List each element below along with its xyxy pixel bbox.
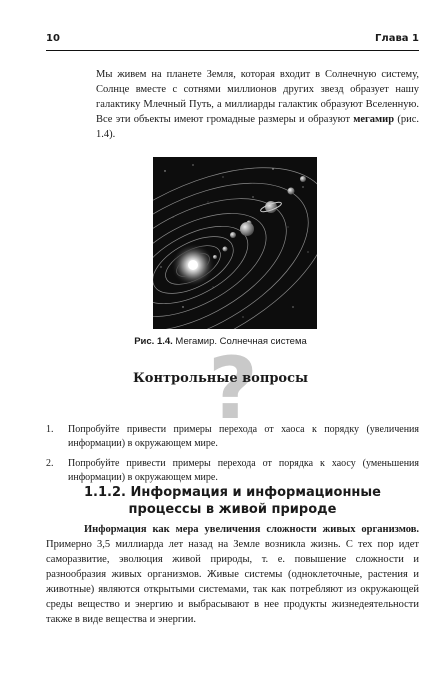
section-text: Примерно 3,5 миллиарда лет назад на Земле возникла жизнь. С тех пор идет саморазвитие, эволюция живой природы, т. е. повышение сложности и разнообразия живых организмов. Живые системы (одноклеточные, растения и животные) являются открытыми системами, так как потребляют из окружающей среды вещество и энергию и выбрасывают в нее продукты жизнедеятельности также в виде вещества и энергии.: [46, 539, 419, 625]
running-header: [46, 33, 419, 51]
solar-system-figure: [153, 157, 317, 329]
caption-number: Рис. 1.4.: [134, 336, 173, 347]
question-mark-icon: ?: [208, 339, 258, 439]
solar-system-illustration: [153, 157, 317, 329]
question-number: 2.: [46, 458, 54, 469]
question-text: Попробуйте привести примеры перехода от порядка к хаосу (уменьшения информации) в окружающем мире.: [68, 458, 419, 483]
chapter-label: Глава 1: [375, 33, 419, 44]
caption-text: Мегамир. Солнечная система: [172, 336, 307, 347]
section-paragraph: [46, 522, 419, 627]
intro-paragraph: [96, 67, 419, 142]
intro-bold-term: мегамир: [353, 114, 395, 125]
list-item: [46, 423, 419, 451]
question-text: Попробуйте привести примеры перехода от хаоса к порядку (увеличения информации) в окружающем мире.: [68, 424, 419, 449]
list-item: [46, 457, 419, 485]
jupiter-icon: [240, 222, 254, 236]
page-number: 10: [46, 33, 60, 44]
intro-text-before: Мы живем на планете Земля, которая входит в Солнечную систему, Солнце вместе с сотнями миллионов других звезд образует нашу галактику Млечный Путь, а миллиарды галактик образуют Вселенную. Все эти объекты имеют громадные размеры и образуют: [96, 69, 419, 125]
intro-text-after: (рис. 1.4).: [96, 114, 419, 140]
question-number: 1.: [46, 424, 54, 435]
control-questions-title: Контрольные вопросы: [132, 371, 309, 386]
questions-list: [46, 423, 419, 491]
section-bold-lead: Информация как мера увеличения сложности живых организмов.: [84, 524, 419, 535]
section-title: 1.1.2. Информация и информационные процессы в живой природе: [84, 485, 381, 517]
